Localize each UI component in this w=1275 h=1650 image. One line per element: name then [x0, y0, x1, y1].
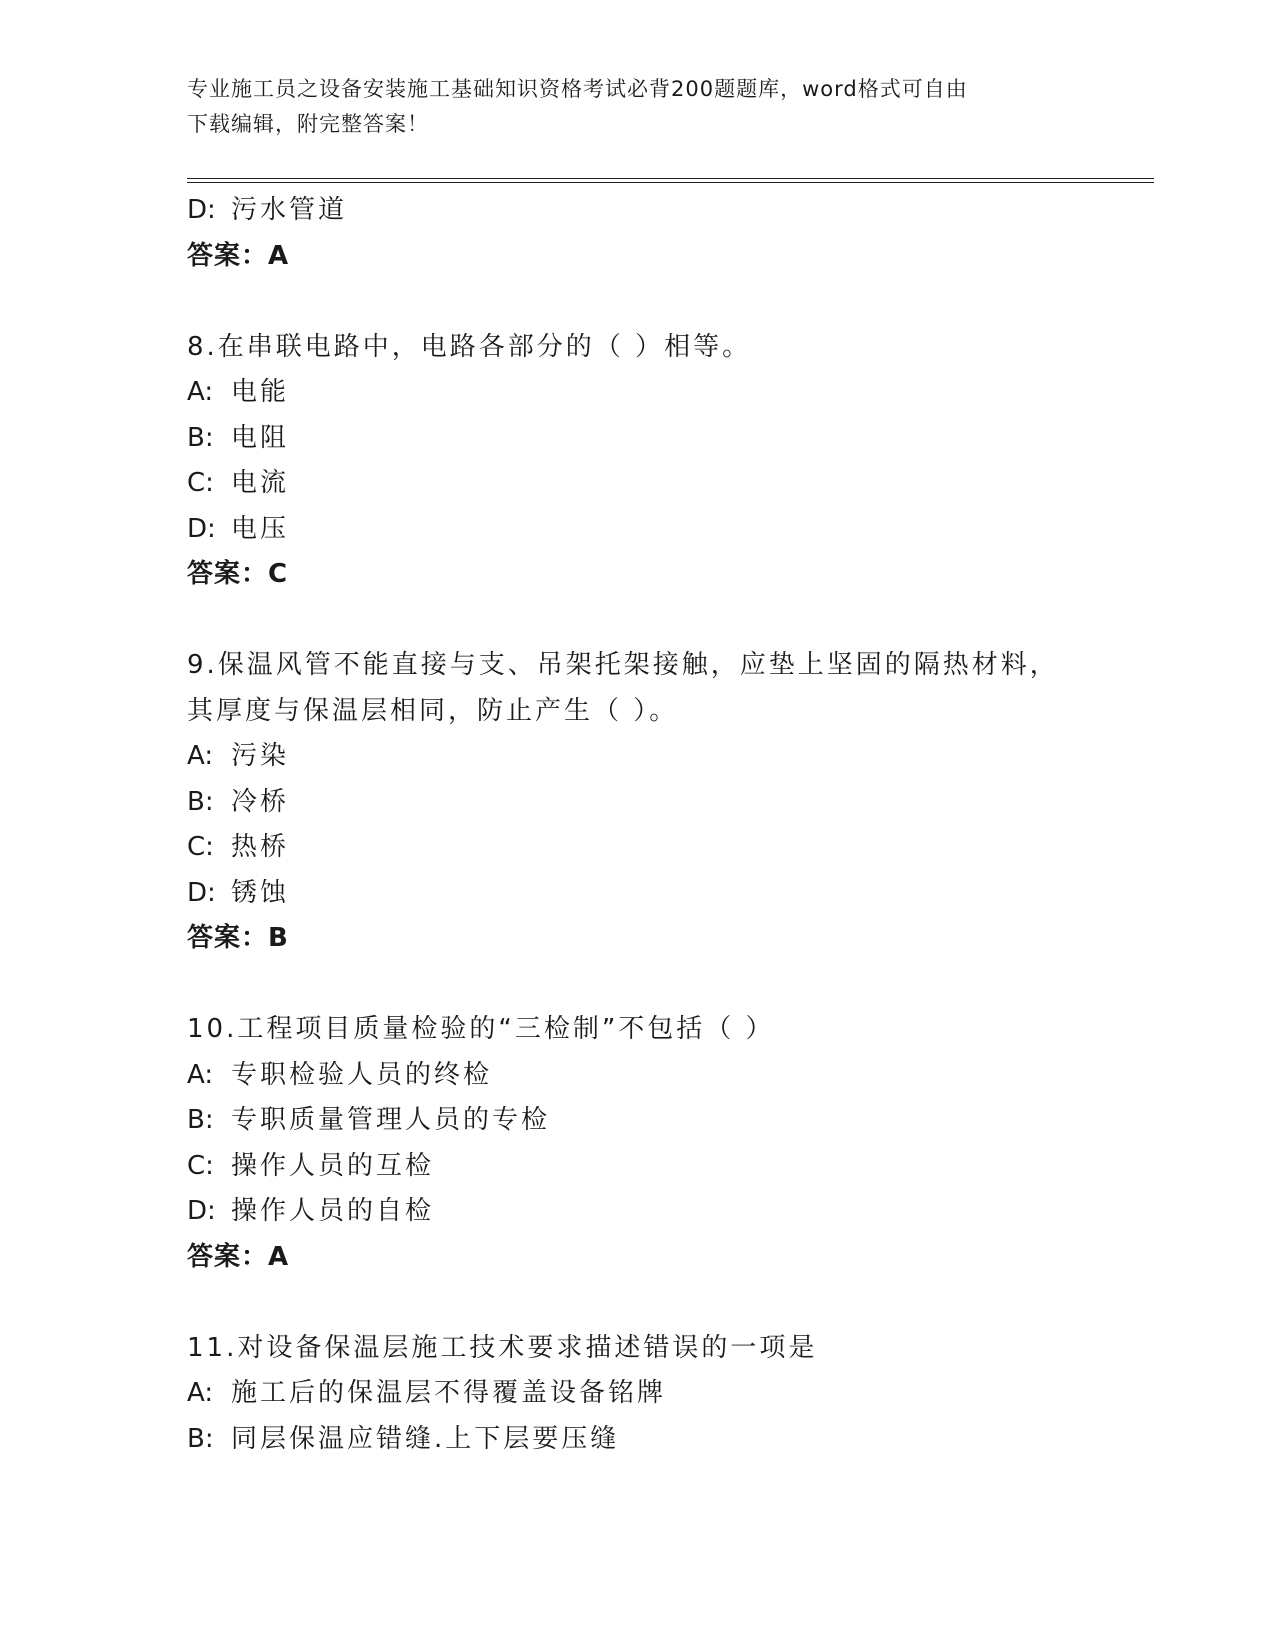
- option-letter: B:: [187, 1423, 214, 1454]
- answer-line: 答案：C: [187, 559, 289, 589]
- answer-line: 答案：B: [187, 923, 289, 953]
- spacer: [187, 598, 1087, 644]
- question-text-continued: 其厚度与保温层相同，防止产生（ ）。: [187, 695, 679, 726]
- option-letter: B:: [187, 422, 214, 453]
- option-c: [187, 1144, 1087, 1190]
- option-letter: A:: [187, 741, 214, 771]
- option-text: 电流: [231, 468, 290, 498]
- option-letter: D:: [187, 513, 216, 544]
- option-text: 专职质量管理人员的专检: [231, 1105, 551, 1135]
- option-d: [187, 188, 1087, 234]
- option-text: 操作人员的自检: [231, 1196, 435, 1226]
- option-c: [187, 461, 1087, 507]
- option-text: 污染: [231, 741, 290, 771]
- question-text: 9.保温风管不能直接与支、吊架托架接触，应垫上坚固的隔热材料，: [187, 650, 1059, 680]
- option-d: [187, 1189, 1087, 1235]
- spacer: [187, 279, 1087, 325]
- option-text: 电能: [231, 377, 290, 407]
- answer-line: 答案：A: [187, 240, 290, 271]
- option-text: 锈蚀: [231, 877, 290, 908]
- option-text: 专职检验人员的终检: [231, 1059, 493, 1090]
- option-text: 污水管道: [231, 195, 348, 225]
- header-line-2: 下载编辑，附完整答案！: [187, 112, 429, 136]
- option-text: 冷桥: [231, 786, 290, 817]
- option-b: [187, 780, 1087, 826]
- option-text: 施工后的保温层不得覆盖设备铭牌: [231, 1378, 667, 1408]
- header-line-1: 专业施工员之设备安装施工基础知识资格考试必背200题题库，word格式可自由: [187, 77, 968, 101]
- option-d: [187, 507, 1087, 553]
- option-text: 电阻: [231, 422, 290, 453]
- option-text: 热桥: [231, 832, 290, 862]
- question-10: [187, 1007, 1087, 1280]
- option-letter: A:: [187, 377, 214, 407]
- option-letter: D:: [187, 877, 216, 908]
- option-b: [187, 416, 1087, 462]
- option-text: 同层保温应错缝.上下层要压缝: [231, 1423, 620, 1454]
- option-c: [187, 825, 1087, 871]
- option-letter: D:: [187, 195, 216, 225]
- answer-line: 答案：A: [187, 1241, 290, 1272]
- option-a: [187, 1053, 1087, 1099]
- question-9: [187, 643, 1087, 962]
- page-header: [187, 72, 1067, 142]
- option-letter: B:: [187, 1105, 214, 1135]
- option-d: [187, 871, 1087, 917]
- question-text: 8.在串联电路中，电路各部分的（ ）相等。: [187, 331, 752, 362]
- option-letter: A:: [187, 1378, 214, 1408]
- option-b: [187, 1098, 1087, 1144]
- spacer: [187, 1280, 1087, 1326]
- option-text: 操作人员的互检: [231, 1150, 435, 1181]
- option-a: [187, 734, 1087, 780]
- option-letter: A:: [187, 1059, 214, 1090]
- option-b: [187, 1417, 1087, 1463]
- option-letter: C:: [187, 832, 214, 862]
- option-text: 电压: [231, 513, 290, 544]
- question-text: 10.工程项目质量检验的“三检制”不包括（ ）: [187, 1014, 775, 1044]
- header-double-rule: [187, 178, 1154, 183]
- document-body: [187, 188, 1087, 1462]
- spacer: [187, 962, 1087, 1008]
- question-11: [187, 1326, 1087, 1463]
- option-letter: C:: [187, 468, 214, 498]
- option-a: [187, 1371, 1087, 1417]
- option-a: [187, 370, 1087, 416]
- option-letter: B:: [187, 786, 214, 817]
- question-8: [187, 325, 1087, 598]
- option-letter: D:: [187, 1196, 216, 1226]
- option-letter: C:: [187, 1150, 214, 1181]
- question-text: 11.对设备保温层施工技术要求描述错误的一项是: [187, 1332, 818, 1363]
